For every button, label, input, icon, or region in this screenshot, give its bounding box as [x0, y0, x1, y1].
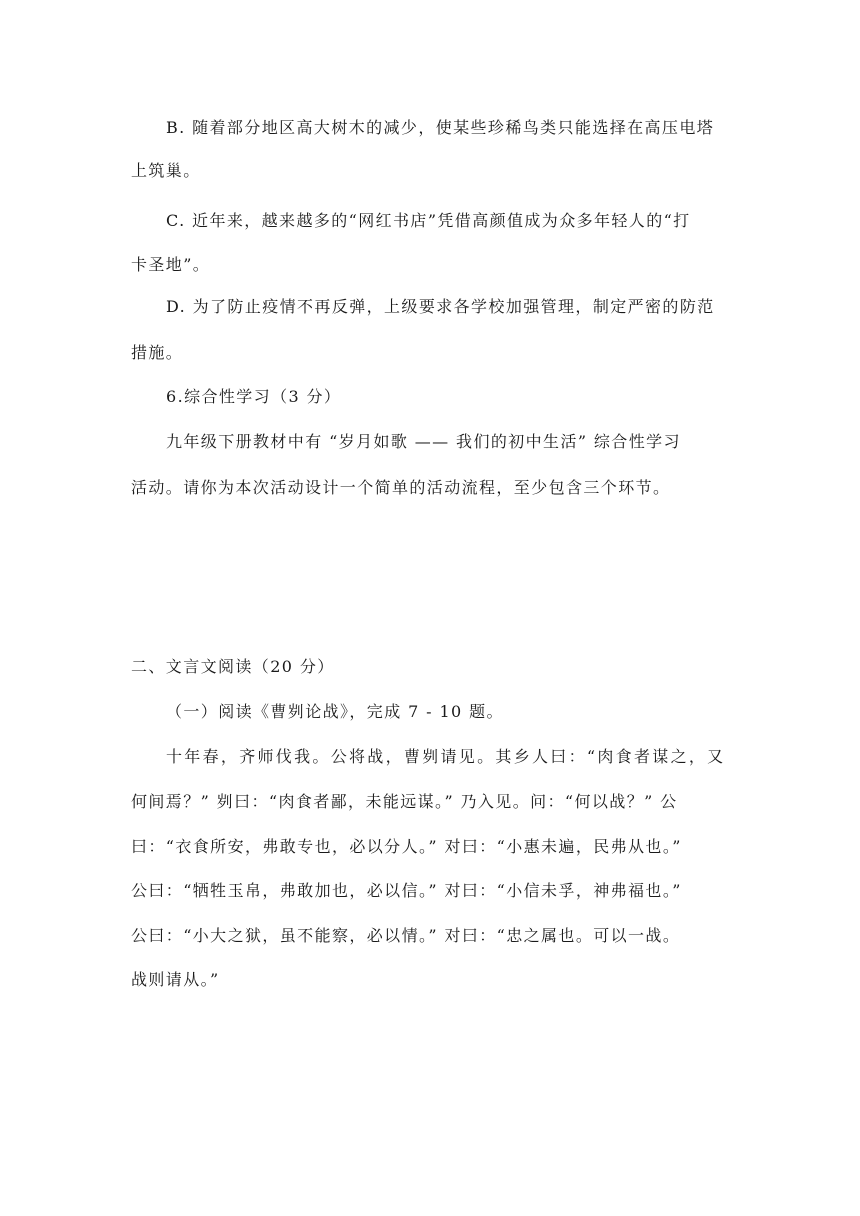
passage-line-6: 战则请从。” — [131, 970, 220, 989]
question-6-text-line-2: 活动。请你为本次活动设计一个简单的活动流程，至少包含三个环节。 — [131, 478, 671, 497]
option-c-line-1: C. 近年来，越来越多的“网红书店”凭借高颜值成为众多年轻人的“打 — [166, 211, 691, 230]
passage-line-4: 公曰：“牺牲玉帛，弗敢加也，必以信。” 对曰：“小信未孚，神弗福也。” — [131, 881, 682, 900]
passage-line-5: 公曰：“小大之狱，虽不能察，必以情。” 对曰：“忠之属也。可以一战。 — [131, 926, 681, 945]
question-6-heading: 6.综合性学习（3 分） — [166, 387, 342, 406]
passage-line-1: 十年春，齐师伐我。公将战，曹刿请见。其乡人曰：“肉食者谋之，又 — [166, 747, 726, 766]
option-b-line-2: 上筑巢。 — [131, 161, 201, 180]
section-2-heading: 二、文言文阅读（20 分） — [131, 657, 335, 676]
option-c-line-2: 卡圣地”。 — [131, 255, 211, 274]
question-6-text-line-1: 九年级下册教材中有 “岁月如歌 —— 我们的初中生活” 综合性学习 — [166, 432, 681, 451]
reading-instruction: （一）阅读《曹刿论战》，完成 7 - 10 题。 — [166, 702, 504, 721]
option-b-line-1: B. 随着部分地区高大树木的减少，使某些珍稀鸟类只能选择在高压电塔 — [166, 118, 715, 137]
passage-line-2: 何间焉？” 刿曰：“肉食者鄙，未能远谋。” 乃入见。问：“何以战？” 公 — [131, 792, 678, 811]
option-d-line-2: 措施。 — [131, 343, 184, 362]
passage-line-3: 曰：“衣食所安，弗敢专也，必以分人。” 对曰：“小惠未遍，民弗从也。” — [131, 837, 682, 856]
option-d-line-1: D. 为了防止疫情不再反弹，上级要求各学校加强管理，制定严密的防范 — [166, 297, 715, 316]
